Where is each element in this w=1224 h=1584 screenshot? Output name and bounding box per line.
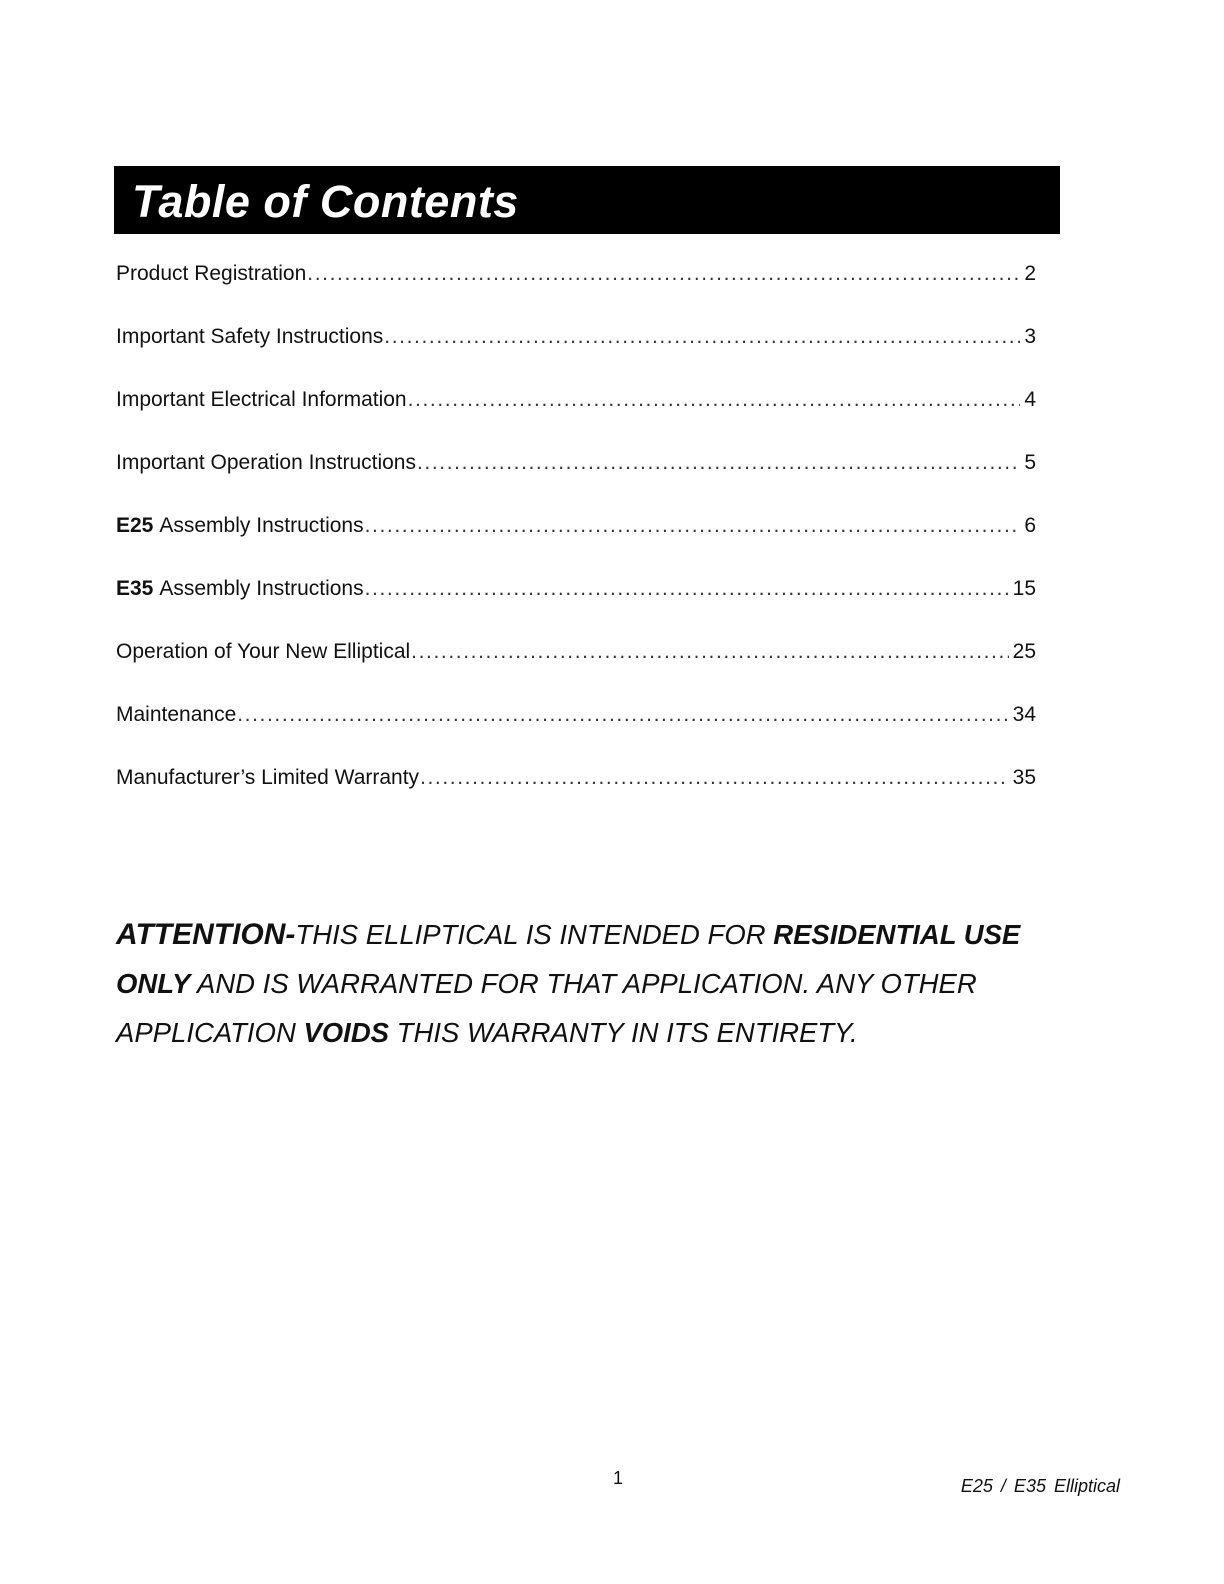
toc-entry-label: Important Electrical Information (116, 388, 407, 411)
toc-entry-page: 6 (1024, 514, 1036, 537)
toc-entry-label: Product Registration (116, 262, 307, 285)
toc-entry-page: 15 (1012, 577, 1036, 600)
attention-label: ATTENTION- (116, 918, 296, 951)
toc-entry-electrical-information[interactable] (116, 388, 1036, 451)
toc-entry-e35-assembly[interactable] (116, 577, 1036, 640)
dot-leader (411, 640, 1008, 664)
attention-emphasis: RESIDENTIAL USE ONLY (116, 919, 1021, 999)
dot-leader (420, 766, 1009, 790)
toc-entry-label: Assembly Instructions (159, 577, 364, 600)
footer-model-name: E25 / E35 Elliptical (960, 1476, 1120, 1496)
dot-leader (408, 388, 1021, 412)
dot-leader (365, 514, 1021, 538)
dot-leader (417, 451, 1020, 475)
toc-entry-label: Manufacturer’s Limited Warranty (116, 766, 420, 789)
toc-entry-label: Maintenance (116, 703, 237, 726)
dot-leader (307, 262, 1020, 286)
page-title: Table of Contents (132, 175, 519, 227)
attention-text: THIS WARRANTY IN ITS ENTIRETY. (389, 1017, 858, 1048)
toc-entry-page: 3 (1024, 325, 1036, 348)
toc-entry-model: E35 (116, 577, 154, 600)
page-number: 1 (612, 1468, 623, 1488)
toc-entry-page: 5 (1024, 451, 1036, 474)
toc-entry-model: E25 (116, 514, 154, 537)
dot-leader (237, 703, 1008, 727)
toc-entry-label: Important Operation Instructions (116, 451, 416, 474)
dot-leader (384, 325, 1020, 349)
attention-emphasis: VOIDS (303, 1017, 390, 1048)
table-of-contents (116, 262, 1036, 829)
toc-entry-limited-warranty[interactable] (116, 766, 1036, 829)
title-banner (114, 166, 1060, 234)
attention-text: AND IS WARRANTED FOR THAT APPLICATION. ANY OTHER APPLICATION (116, 968, 977, 1048)
toc-entry-safety-instructions[interactable] (116, 325, 1036, 388)
attention-text: THIS ELLIPTICAL IS INTENDED FOR (295, 919, 774, 950)
toc-entry-maintenance[interactable] (116, 703, 1036, 766)
toc-entry-label: Important Safety Instructions (116, 325, 384, 348)
toc-entry-operation-instructions[interactable] (116, 451, 1036, 514)
toc-entry-page: 25 (1012, 640, 1036, 663)
toc-entry-label: Operation of Your New Elliptical (116, 640, 411, 663)
toc-entry-label: Assembly Instructions (159, 514, 364, 537)
attention-notice (116, 910, 1076, 1057)
toc-entry-page: 34 (1012, 703, 1036, 726)
toc-entry-e25-assembly[interactable] (116, 514, 1036, 577)
toc-entry-page: 35 (1012, 766, 1036, 789)
toc-entry-product-registration[interactable] (116, 262, 1036, 325)
dot-leader (365, 577, 1009, 601)
toc-entry-page: 2 (1024, 262, 1036, 285)
toc-entry-page: 4 (1024, 388, 1036, 411)
toc-entry-operation-elliptical[interactable] (116, 640, 1036, 703)
